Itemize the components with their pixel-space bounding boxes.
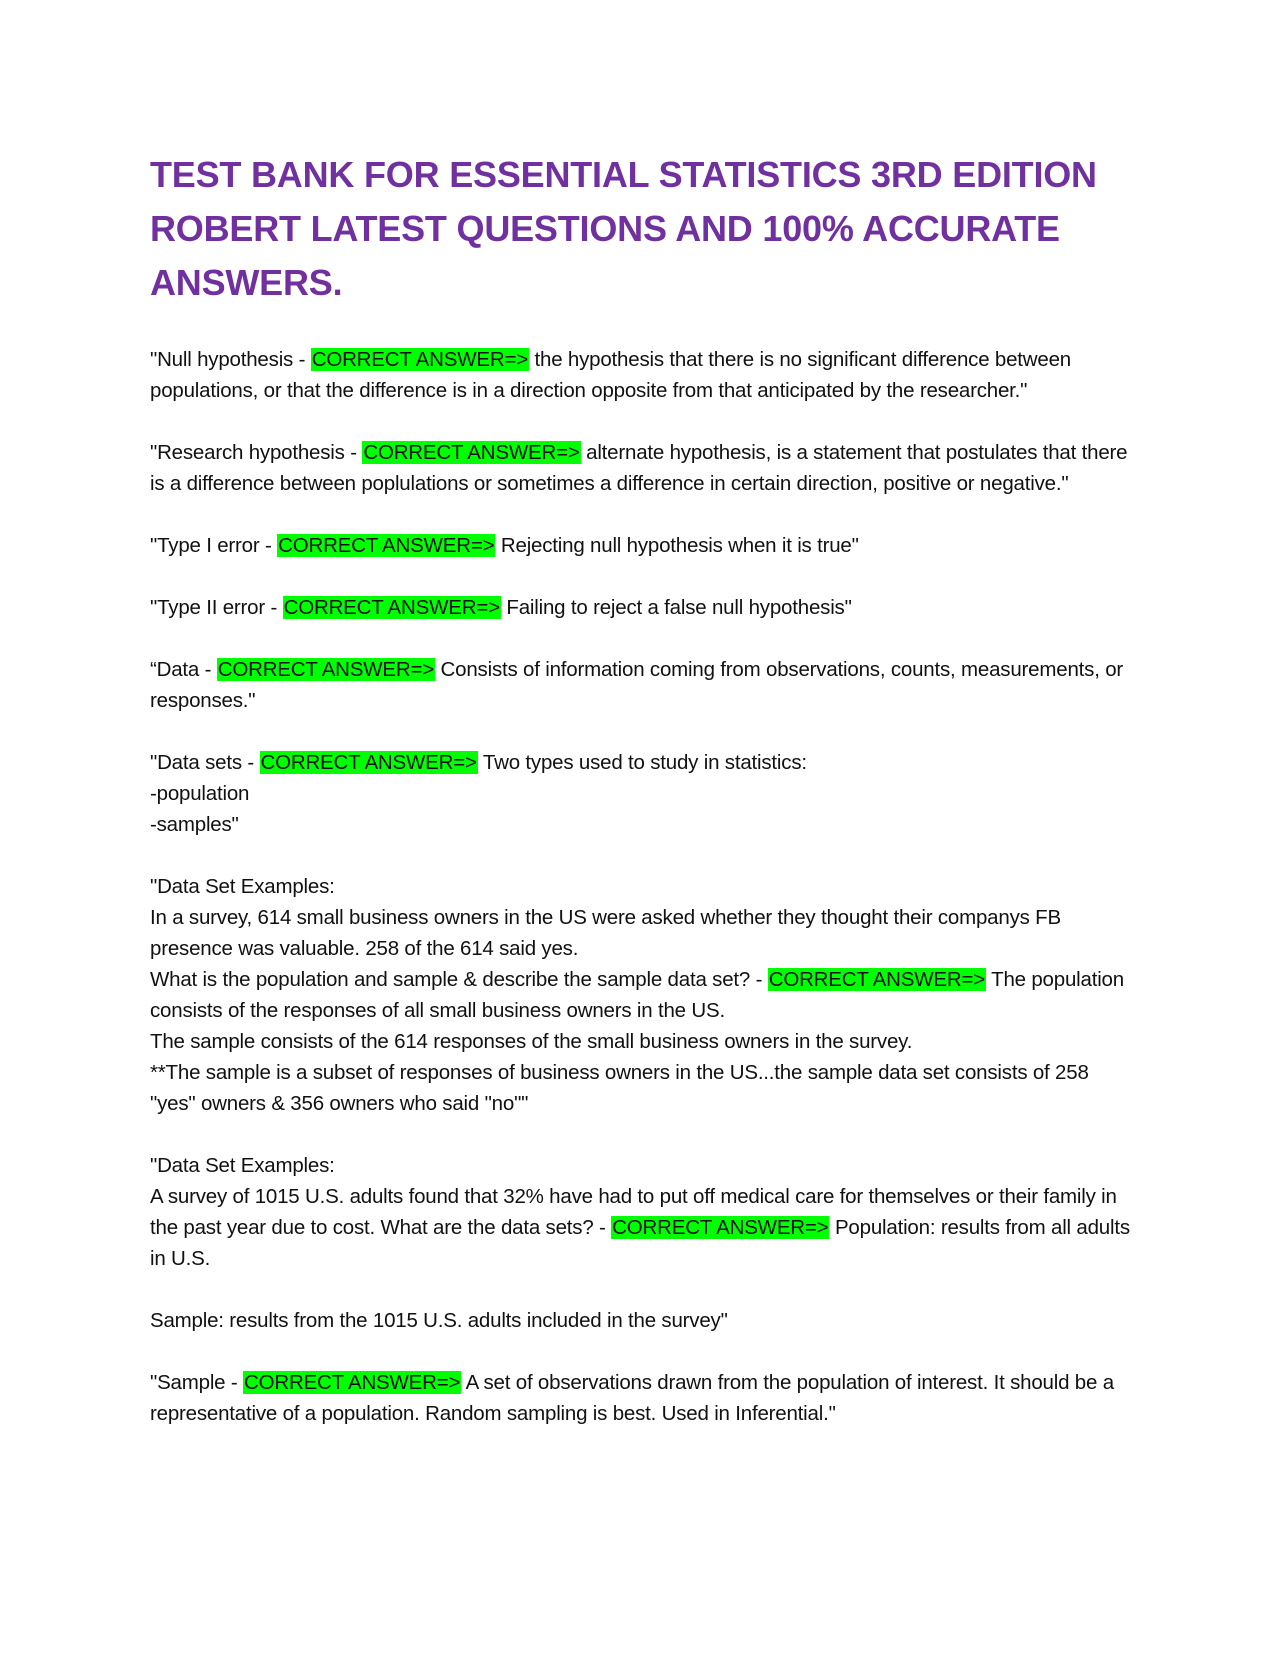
title-line-1: TEST BANK FOR ESSENTIAL STATISTICS 3RD EDITION xyxy=(150,154,1097,195)
entry-data-set-example-2-sample xyxy=(150,1305,1130,1336)
entry-answer-line-2: **The sample is a subset of responses of business owners in the US...the sample data set consists of 258 "yes" owners & 356 owners who said "no"" xyxy=(150,1061,1089,1115)
correct-answer-marker: CORRECT ANSWER=> xyxy=(260,751,477,774)
entry-prompt: "Research hypothesis - xyxy=(150,441,363,464)
entry-heading: "Data Set Examples: xyxy=(150,875,335,898)
entry-data-sets xyxy=(150,747,1130,840)
entry-question: In a survey, 614 small business owners in the US were asked whether they thought their companys FB presence was valuable. 258 of the 614 said yes. xyxy=(150,906,1061,960)
entry-answer: The population consists of the responses of all small business owners in the US. xyxy=(150,968,1124,1022)
entry-answer: Consists of information coming from observations, counts, measurements, or responses." xyxy=(150,658,1124,712)
list-item-population: -population xyxy=(150,782,250,805)
entry-data xyxy=(150,654,1130,716)
correct-answer-marker: CORRECT ANSWER=> xyxy=(768,968,985,991)
entry-prompt: "Type II error - xyxy=(150,596,283,619)
entry-answer: alternate hypothesis, is a statement that postulates that there is a difference between poplulations or sometimes a difference in certain direction, positive or negative." xyxy=(150,441,1128,495)
entry-data-set-example-1 xyxy=(150,871,1130,1119)
correct-answer-marker: CORRECT ANSWER=> xyxy=(244,1371,461,1394)
entry-heading: "Data Set Examples: xyxy=(150,1154,335,1177)
entry-prompt: "Data sets - xyxy=(150,751,260,774)
correct-answer-marker: CORRECT ANSWER=> xyxy=(612,1216,829,1239)
document-title xyxy=(150,148,1130,310)
entry-answer: Population: results from all adults in U.S. xyxy=(150,1216,1130,1270)
correct-answer-marker: CORRECT ANSWER=> xyxy=(278,534,495,557)
entry-sample xyxy=(150,1367,1130,1429)
entry-answer: Rejecting null hypothesis when it is true" xyxy=(495,534,859,557)
correct-answer-marker: CORRECT ANSWER=> xyxy=(283,596,500,619)
correct-answer-marker: CORRECT ANSWER=> xyxy=(363,441,580,464)
title-line-2: ROBERT LATEST QUESTIONS AND 100% ACCURATE xyxy=(150,208,1060,249)
correct-answer-marker: CORRECT ANSWER=> xyxy=(217,658,435,681)
list-item-samples: -samples" xyxy=(150,813,239,836)
title-line-3: ANSWERS. xyxy=(150,262,343,303)
entry-prompt: A survey of 1015 U.S. adults found that 32% have had to put off medical care for themselves or their family in the past year due to cost. What are the data sets? - xyxy=(150,1185,1117,1239)
entry-prompt: "Null hypothesis - xyxy=(150,348,311,371)
entry-research-hypothesis xyxy=(150,437,1130,499)
entry-null-hypothesis xyxy=(150,344,1130,406)
entry-prompt: "Sample - xyxy=(150,1371,244,1394)
entry-prompt: “Data - xyxy=(150,658,217,681)
entry-data-set-example-2 xyxy=(150,1150,1130,1274)
entry-answer: Failing to reject a false null hypothesis" xyxy=(500,596,852,619)
entry-prompt: What is the population and sample & describe the sample data set? - xyxy=(150,968,768,991)
entry-answer: Two types used to study in statistics: xyxy=(477,751,807,774)
entry-sample-text: Sample: results from the 1015 U.S. adults included in the survey" xyxy=(150,1309,728,1332)
entry-answer: A set of observations drawn from the population of interest. It should be a representative of a population. Random sampling is best. Used in Inferential." xyxy=(150,1371,1114,1425)
correct-answer-marker: CORRECT ANSWER=> xyxy=(311,348,528,371)
document-page xyxy=(150,148,1130,1460)
entry-type-ii-error xyxy=(150,592,1130,623)
entry-answer-line-1: The sample consists of the 614 responses of the small business owners in the survey. xyxy=(150,1030,913,1053)
entry-prompt: "Type I error - xyxy=(150,534,278,557)
entry-answer: the hypothesis that there is no significant difference between populations, or that the difference is in a direction opposite from that anticipated by the researcher." xyxy=(150,348,1072,402)
entry-type-i-error xyxy=(150,530,1130,561)
